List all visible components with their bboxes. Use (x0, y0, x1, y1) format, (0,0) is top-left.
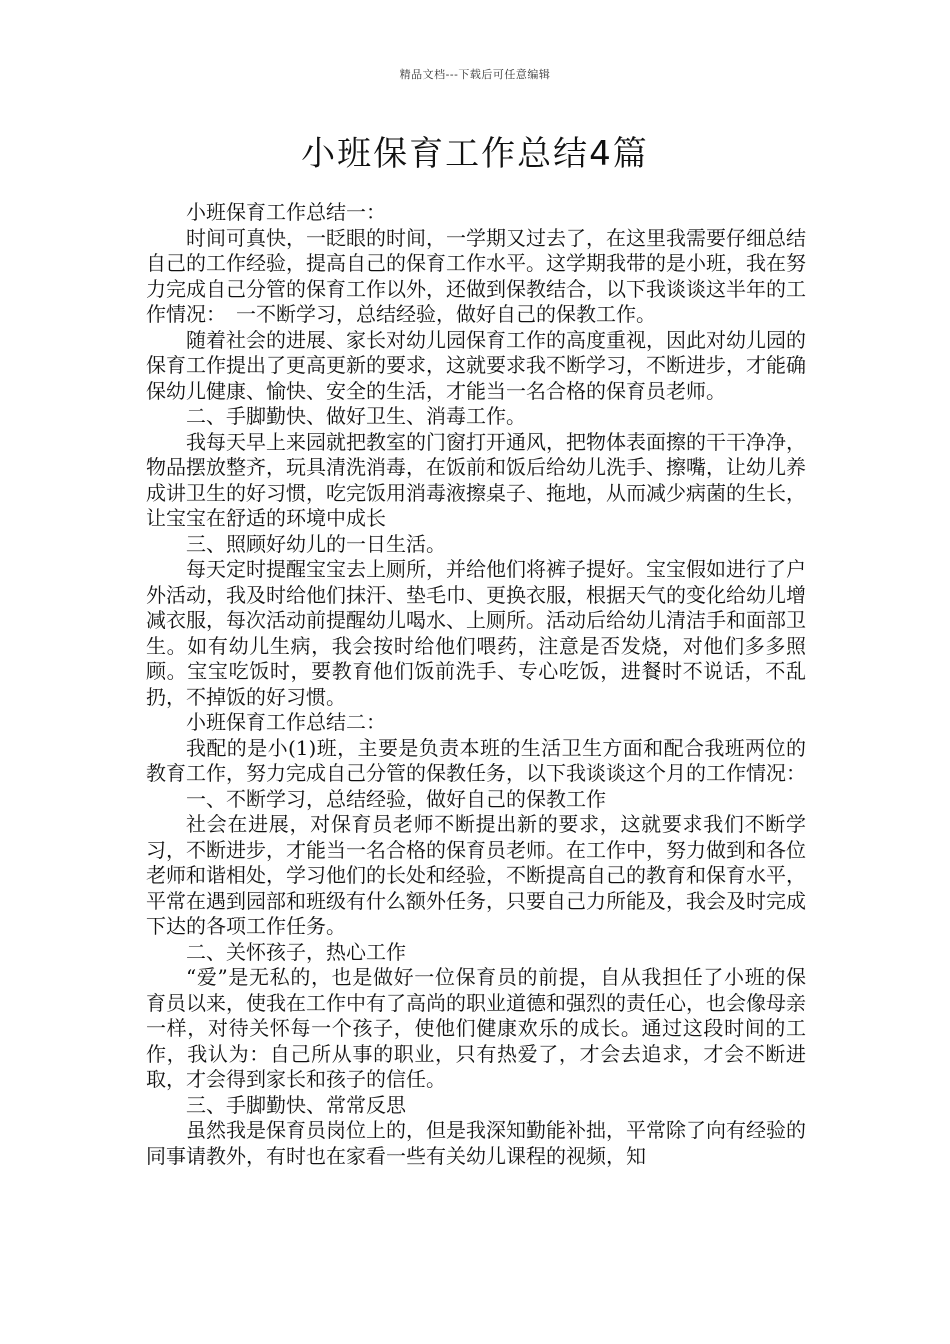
paragraph: 二、手脚勤快、做好卫生、消毒工作。 (186, 404, 526, 428)
paragraph: 时间可真快，一眨眼的时间，一学期又过去了，在这里我需要仔细总结自己的工作经验，提高自己的保育工作水平。这学期我带的是小班，我在努力完成自己分管的保育工作以外，还做到保教结合，以下我谈谈这半年的工作情况： 一不断学习，总结经验，做好自己的保教工作。 (146, 225, 806, 326)
paragraph: 小班保育工作总结二： (186, 710, 386, 734)
paragraph: 三、照顾好幼儿的一日生活。 (186, 531, 446, 556)
paragraph: 小班保育工作总结一： (186, 200, 386, 224)
paragraph: 每天定时提醒宝宝去上厕所，并给他们将裤子提好。宝宝假如进行了户外活动，我及时给他们抹汗、垫毛巾、更换衣服，根据天气的变化给幼儿增减衣服，每次活动前提醒幼儿喝水、上厕所。活动后给幼儿清洁手和面部卫生。如有幼儿生病，我会按时给他们喂药，注意是否发烧，对他们多多照顾。宝宝吃饭时，要教育他们饭前洗手、专心吃饭，进餐时不说话，不乱扔，不掉饭的好习惯。 (146, 557, 806, 709)
document-body (146, 200, 806, 1169)
paragraph: 我配的是小(1)班，主要是负责本班的生活卫生方面和配合我班两位的教育工作，努力完成自己分管的保教任务，以下我谈谈这个月的工作情况： (146, 735, 806, 785)
paragraph: 社会在进展，对保育员老师不断提出新的要求，这就要求我们不断学习，不断进步，才能当一名合格的保育员老师。在工作中，努力做到和各位老师和谐相处，学习他们的长处和经验，不断提高自己的教育和保育水平，平常在遇到园部和班级有什么额外任务，只要自己力所能及，我会及时完成下达的各项工作任务。 (146, 812, 806, 938)
paragraph: 我每天早上来园就把教室的门窗打开通风，把物体表面擦的干干净净，物品摆放整齐，玩具清洗消毒，在饭前和饭后给幼儿洗手、擦嘴，让幼儿养成讲卫生的好习惯，吃完饭用消毒液擦桌子、拖地，从而减少病菌的生长，让宝宝在舒适的环境中成长 (146, 429, 806, 530)
paragraph: “爱”是无私的，也是做好一位保育员的前提，自从我担任了小班的保育员以来，使我在工作中有了高尚的职业道德和强烈的责任心，也会像母亲一样，对待关怀每一个孩子，使他们健康欢乐的成长。通过这段时间的工作，我认为：自己所从事的职业，只有热爱了，才会去追求，才会不断进取，才会得到家长和孩子的信任。 (146, 965, 806, 1091)
paragraph: 随着社会的进展、家长对幼儿园保育工作的高度重视，因此对幼儿园的保育工作提出了更高更新的要求，这就要求我不断学习，不断进步，才能确保幼儿健康、愉快、安全的生活，才能当一名合格的保育员老师。 (146, 327, 806, 403)
paragraph: 三、手脚勤快、常常反思 (186, 1092, 406, 1117)
paragraph: 一、不断学习，总结经验，做好自己的保教工作 (186, 786, 606, 811)
paragraph: 虽然我是保育员岗位上的，但是我深知勤能补拙，平常除了向有经验的同事请教外，有时也在家看一些有关幼儿课程的视频，知 (146, 1118, 806, 1168)
paragraph: 二、关怀孩子，热心工作 (186, 939, 406, 964)
document-title: 小班保育工作总结4篇 (301, 134, 649, 174)
header-note: 精品文档---下载后可任意编辑 (399, 68, 551, 81)
